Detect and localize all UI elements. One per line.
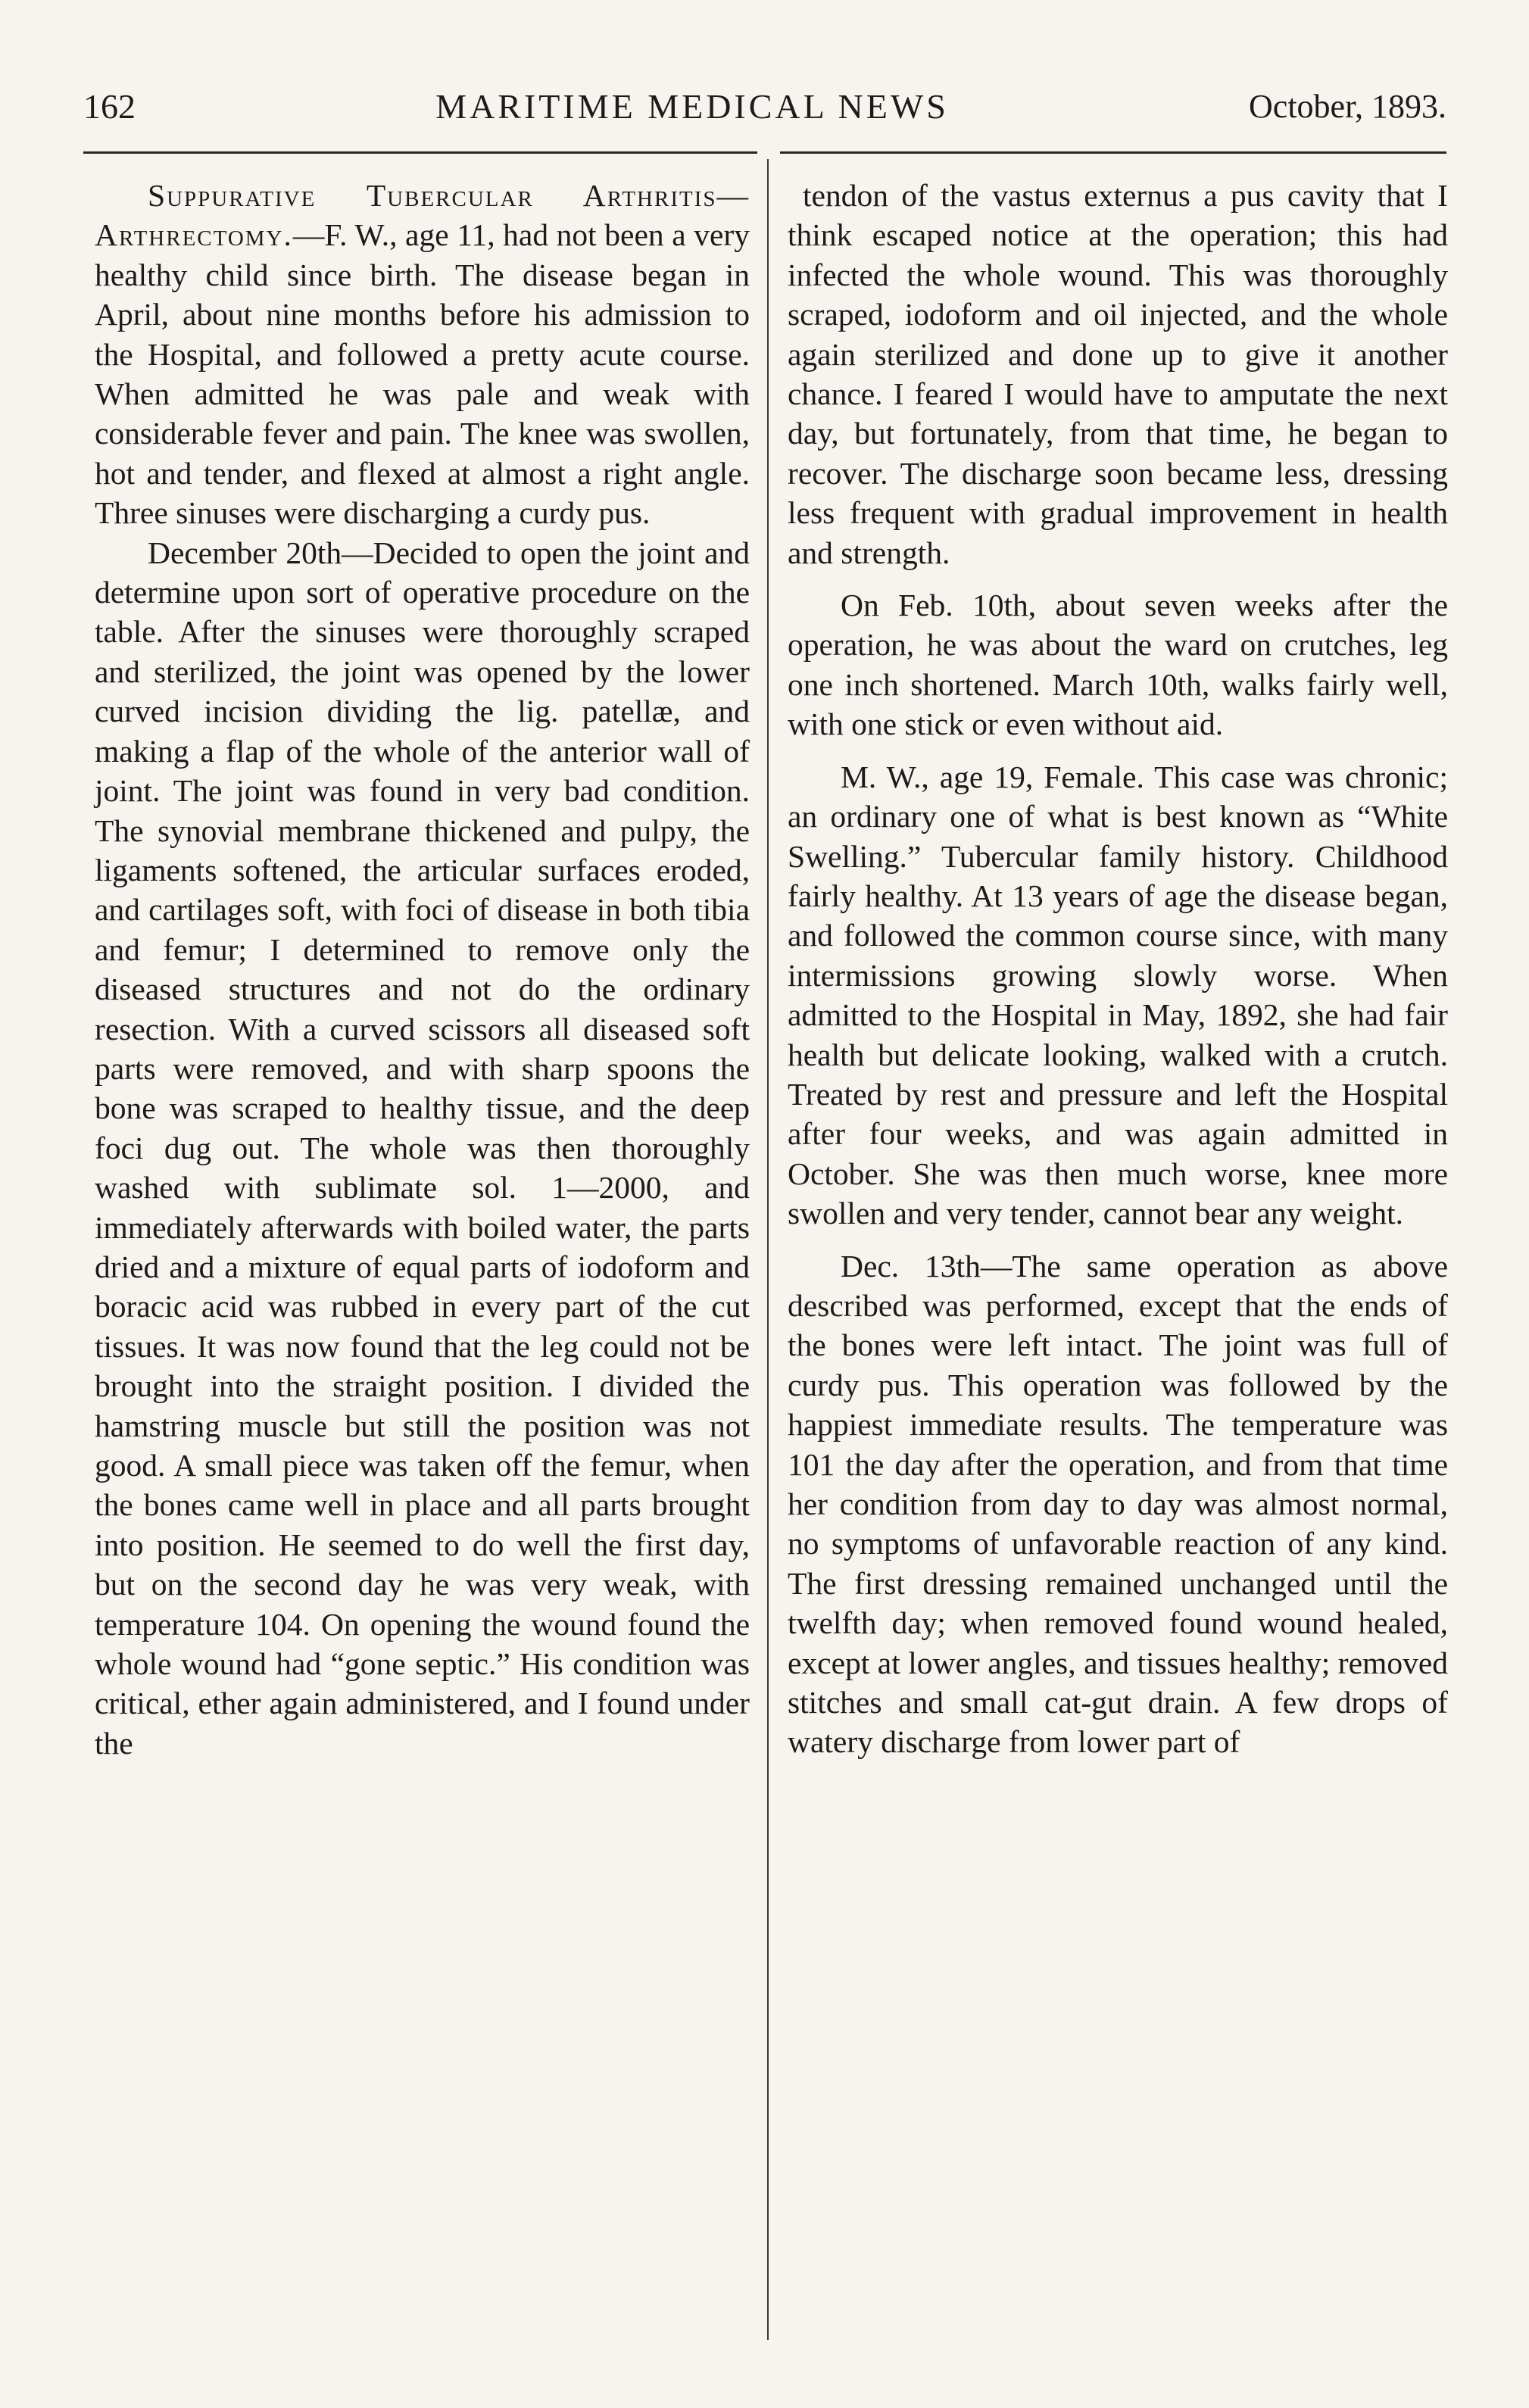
column-divider [767, 159, 769, 2340]
header-rule-right [780, 151, 1446, 154]
second-case-paragraph: M. W., age 19, Female. This case was chronic; an ordinary one of what is best known as “White Swelling.” Tubercular family history. Childhood fairly healthy. At 13 years of age the disease began, and followed the common course since, with many intermissions growing slowly worse. When admitted to the Hospital in May, 1892, she had fair health but delicate looking, walked with a crutch. Treated by rest and pressure and left the Hospital after four weeks, and was again admitted in October. She was then much worse, knee more swollen and very tender, cannot bear any weight. [788, 759, 1448, 1231]
second-operation-paragraph: Dec. 13th—The same operation as above described was performed, except that the ends of the bones were left intact. The joint was full of curdy pus. This operation was followed by the happiest immediate results. The temperature was 101 the day after the operation, and from that time her condition from day to day was almost normal, no symptoms of unfavorable reaction of any kind. The first dressing remained unchanged until the twelfth day; when removed found wound healed, except at lower angles, and tissues healthy; removed stitches and small cat-gut drain. A few drops of watery discharge from lower part of [788, 1248, 1448, 1760]
right-column [788, 176, 1448, 1762]
page-number: 162 [83, 86, 136, 126]
left-column [95, 176, 750, 1763]
issue-date: October, 1893. [1249, 87, 1446, 125]
case-paragraph-intro [95, 176, 750, 533]
case-intro-text: —F. W., age 11, had not been a very healthy child since birth. The disease began in April, about nine months before his admission to the Hospital, and followed a pretty acute course. When admitted he was pale and weak with considerable fever and pain. The knee was swollen, hot and tender, and flexed at almost a right angle. Three sinuses were discharging a curdy pus. [95, 217, 750, 531]
case-paragraph-operation: December 20th—Decided to open the joint and determine upon sort of operative procedure on the table. After the sinuses were thoroughly scraped and sterilized, the joint was opened by the lower curved incision dividing the lig. patellæ, and making a flap of the whole of the anterior wall of joint. The joint was found in very bad condition. The synovial membrane thickened and pulpy, the ligaments softened, the articular surfaces eroded, and cartilages soft, with foci of disease in both tibia and femur; I determined to remove only the diseased structures and not do the ordinary resection. With a curved scissors all diseased soft parts were removed, and with sharp spoons the bone was scraped to healthy tissue, and the deep foci dug out. The whole was then thoroughly washed with sublimate sol. 1—2000, and immediately afterwards with boiled water, the parts dried and a mixture of equal parts of iodoform and boracic acid was rubbed in every part of the cut tissues. It was now found that the leg could not be brought into the straight position. I divided the hamstring muscle but still the position was not good. A small piece was taken off the femur, when the bones came well in place and all parts brought into position. He seemed to do well the first day, but on the second day he was very weak, with temperature 104. On opening the wound found the whole wound had “gone septic.” His condition was critical, ether again administered, and I found under the [95, 535, 750, 1761]
page-header [83, 76, 1446, 136]
recovery-paragraph: On Feb. 10th, about seven weeks after the operation, he was about the ward on crutches, leg one inch shortened. March 10th, walks fairly well, with one stick or even without aid. [788, 588, 1448, 742]
journal-title: MARITIME MEDICAL NEWS [435, 86, 949, 126]
header-rule-left [83, 151, 757, 154]
case-heading: Suppurative Tubercular Arthritis—Arthrectomy. [95, 178, 750, 253]
continuation-paragraph: tendon of the vastus externus a pus cavity that I think escaped notice at the operation; this had infected the whole wound. This was thoroughly scraped, iodoform and oil injected, and the whole again sterilized and done up to give it another chance. I feared I would have to amputate the next day, but fortunately, from that time, he began to recover. The discharge soon became less, dressing less frequent with gradual improvement in health and strength. [788, 178, 1448, 570]
